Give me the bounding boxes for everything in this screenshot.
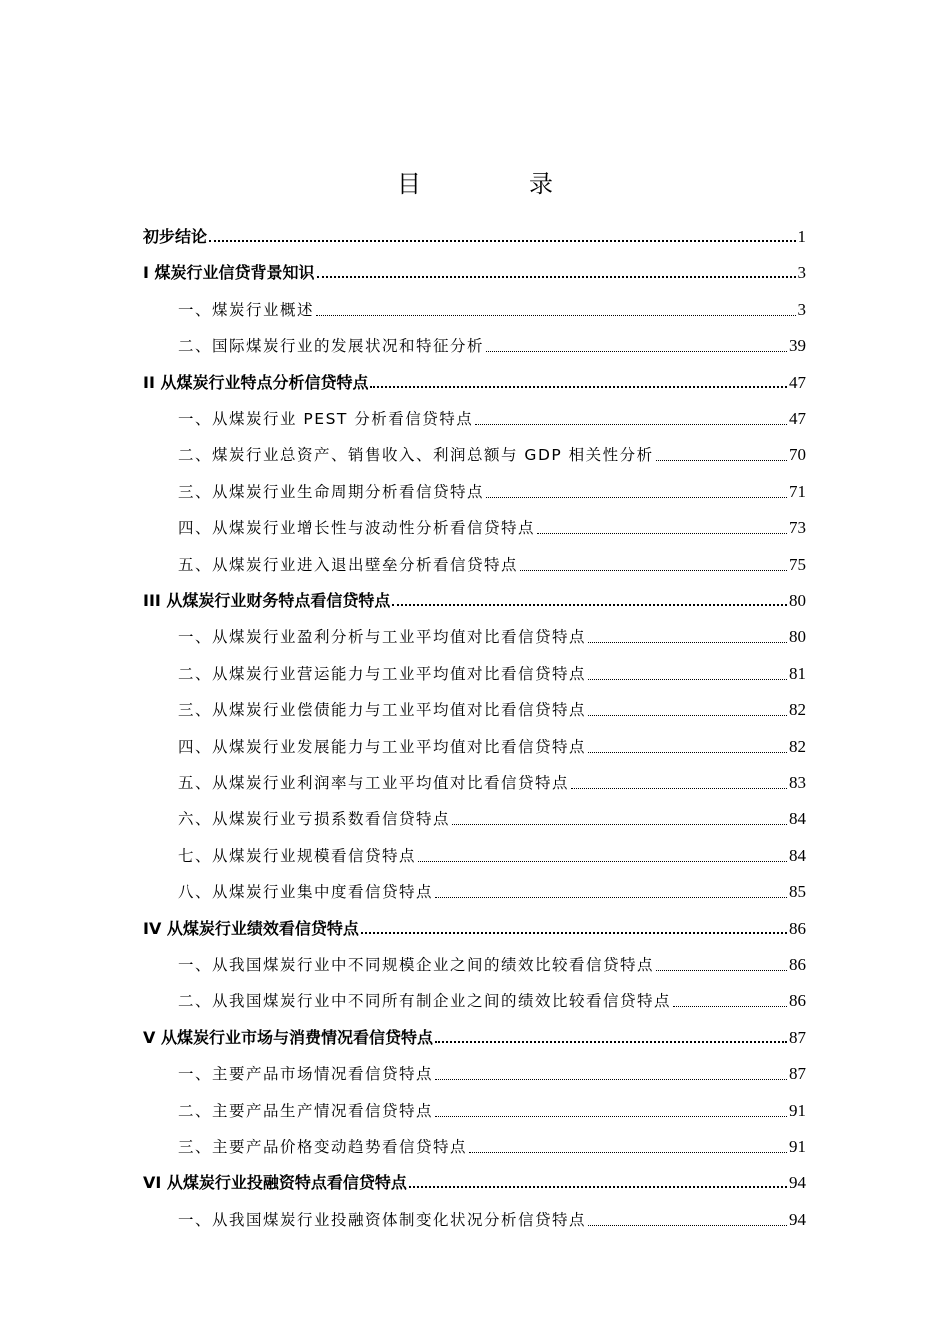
toc-page-number: 94	[789, 1173, 806, 1193]
toc-entry-title: 三、从煤炭行业生命周期分析看信贷特点	[178, 482, 485, 501]
toc-page-number: 87	[789, 1064, 806, 1084]
dot-leader	[588, 1225, 787, 1226]
dot-leader	[418, 861, 787, 862]
dot-leader	[486, 351, 787, 352]
toc-page-number: 86	[789, 991, 806, 1011]
toc-section-entry[interactable]	[178, 764, 806, 794]
toc-section-entry[interactable]	[178, 728, 806, 758]
toc-entry-title: 六、从煤炭行业亏损系数看信贷特点	[178, 810, 451, 829]
toc-page-number: 80	[789, 627, 806, 647]
dot-leader	[409, 1186, 787, 1188]
toc-section-entry[interactable]	[178, 837, 806, 867]
dot-leader	[361, 932, 787, 934]
dot-leader	[656, 970, 787, 971]
toc-page-number: 47	[789, 372, 806, 392]
toc-chapter-entry[interactable]	[143, 1019, 806, 1049]
toc-entry-title: 一、从煤炭行业 PEST 分析看信贷特点	[178, 410, 474, 428]
toc-page-number: 3	[797, 263, 806, 283]
toc-page-number: 70	[789, 445, 806, 465]
dot-leader	[520, 570, 787, 571]
toc-section-entry[interactable]	[178, 327, 806, 357]
dot-leader	[435, 1116, 787, 1117]
toc-page-number: 84	[789, 845, 806, 865]
toc-chapter-entry[interactable]	[143, 910, 806, 940]
toc-entry-title: 一、主要产品市场情况看信贷特点	[178, 1065, 434, 1084]
toc-page-number: 94	[789, 1209, 806, 1229]
toc-page-number: 86	[789, 918, 806, 938]
dot-leader	[537, 533, 787, 534]
toc-chapter-entry[interactable]	[143, 1164, 806, 1194]
toc-entry-title: 四、从煤炭行业发展能力与工业平均值对比看信贷特点	[178, 737, 587, 756]
dot-leader	[317, 276, 796, 278]
toc-entry-title: 初步结论	[143, 227, 208, 246]
toc-entry-title: 二、煤炭行业总资产、销售收入、利润总额与 GDP 相关性分析	[178, 446, 654, 465]
toc-section-entry[interactable]	[178, 800, 806, 830]
toc-entry-title: V 从煤炭行业市场与消费情况看信贷特点	[143, 1027, 433, 1047]
toc-section-entry[interactable]	[178, 655, 806, 685]
toc-page-number: 71	[789, 481, 806, 501]
page-title: 目 录	[397, 170, 595, 198]
toc-section-entry[interactable]	[178, 291, 806, 321]
toc-page-number: 82	[789, 700, 806, 720]
toc-section-entry[interactable]	[178, 1055, 806, 1085]
toc-page-number: 73	[789, 518, 806, 538]
toc-entry-title: 一、煤炭行业概述	[178, 300, 315, 319]
toc-entry-title: VI 从煤炭行业投融资特点看信贷特点	[143, 1173, 407, 1193]
dot-leader	[469, 1152, 787, 1153]
dot-leader	[673, 1006, 787, 1007]
toc-entry-title: 二、从我国煤炭行业中不同所有制企业之间的绩效比较看信贷特点	[178, 992, 672, 1011]
dot-leader	[209, 240, 795, 242]
dot-leader	[475, 424, 787, 425]
toc-entry-title: 五、从煤炭行业利润率与工业平均值对比看信贷特点	[178, 774, 570, 792]
toc-entry-title: 七、从煤炭行业规模看信贷特点	[178, 846, 417, 865]
toc-section-entry[interactable]	[178, 946, 806, 976]
toc-section-entry[interactable]	[178, 982, 806, 1012]
toc-section-entry[interactable]	[178, 1128, 806, 1158]
toc-entry-title: 一、从煤炭行业盈利分析与工业平均值对比看信贷特点	[178, 628, 587, 647]
toc-entry-title: 二、从煤炭行业营运能力与工业平均值对比看信贷特点	[178, 664, 587, 683]
toc-section-entry[interactable]	[178, 618, 806, 648]
toc-chapter-entry[interactable]	[143, 218, 806, 248]
toc-page-number: 75	[789, 554, 806, 574]
toc-section-entry[interactable]	[178, 400, 806, 430]
toc-page-number: 39	[789, 336, 806, 356]
dot-leader	[370, 386, 787, 388]
toc-section-entry[interactable]	[178, 1092, 806, 1122]
toc-page-number: 85	[789, 882, 806, 902]
dot-leader	[452, 824, 787, 825]
dot-leader	[571, 788, 787, 789]
toc-section-entry[interactable]	[178, 691, 806, 721]
toc-entry-title: 五、从煤炭行业进入退出壁垒分析看信贷特点	[178, 555, 519, 574]
dot-leader	[588, 715, 787, 716]
dot-leader	[435, 1041, 787, 1043]
toc-page-number: 91	[789, 1137, 806, 1156]
toc-chapter-entry[interactable]	[143, 254, 806, 284]
dot-leader	[588, 642, 787, 643]
dot-leader	[392, 604, 787, 606]
dot-leader	[316, 315, 795, 316]
toc-page-number: 86	[789, 955, 806, 974]
toc-section-entry[interactable]	[178, 436, 806, 466]
toc-entry-title: III 从煤炭行业财务特点看信贷特点	[143, 591, 391, 610]
toc-chapter-entry[interactable]	[143, 364, 806, 394]
toc-entry-title: 二、国际煤炭行业的发展状况和特征分析	[178, 337, 485, 356]
toc-page-number: 47	[789, 409, 806, 428]
dot-leader	[486, 497, 787, 498]
dot-leader	[588, 752, 787, 753]
toc-page-number: 1	[797, 227, 806, 246]
toc-entry-title: I 煤炭行业信贷背景知识	[143, 263, 315, 283]
toc-entry-title: 三、主要产品价格变动趋势看信贷特点	[178, 1138, 468, 1156]
toc-section-entry[interactable]	[178, 873, 806, 903]
toc-page-number: 81	[789, 663, 806, 683]
toc-page-number: 83	[789, 773, 806, 792]
toc-page-number: 3	[797, 299, 806, 319]
toc-entry-title: IV 从煤炭行业绩效看信贷特点	[143, 918, 359, 938]
toc-section-entry[interactable]	[178, 1201, 806, 1231]
toc-page-number: 80	[789, 591, 806, 610]
toc-entry-title: 一、从我国煤炭行业中不同规模企业之间的绩效比较看信贷特点	[178, 956, 655, 974]
toc-chapter-entry[interactable]	[143, 582, 806, 612]
dot-leader	[435, 1079, 787, 1080]
toc-entry-title: 一、从我国煤炭行业投融资体制变化状况分析信贷特点	[178, 1210, 587, 1229]
toc-page-number: 87	[789, 1027, 806, 1047]
dot-leader	[588, 679, 787, 680]
dot-leader	[435, 897, 787, 898]
toc-section-entry[interactable]	[178, 546, 806, 576]
toc-page-number: 82	[789, 736, 806, 756]
toc-entry-title: II 从煤炭行业特点分析信贷特点	[143, 372, 369, 392]
toc-section-entry[interactable]	[178, 473, 806, 503]
toc-entry-title: 四、从煤炭行业增长性与波动性分析看信贷特点	[178, 519, 536, 538]
toc-page-number: 91	[789, 1100, 806, 1120]
toc-section-entry[interactable]	[178, 509, 806, 539]
toc-page-number: 84	[789, 809, 806, 829]
dot-leader	[656, 460, 787, 461]
toc-entry-title: 三、从煤炭行业偿债能力与工业平均值对比看信贷特点	[178, 701, 587, 720]
toc-entry-title: 八、从煤炭行业集中度看信贷特点	[178, 883, 434, 902]
toc-entry-title: 二、主要产品生产情况看信贷特点	[178, 1101, 434, 1120]
